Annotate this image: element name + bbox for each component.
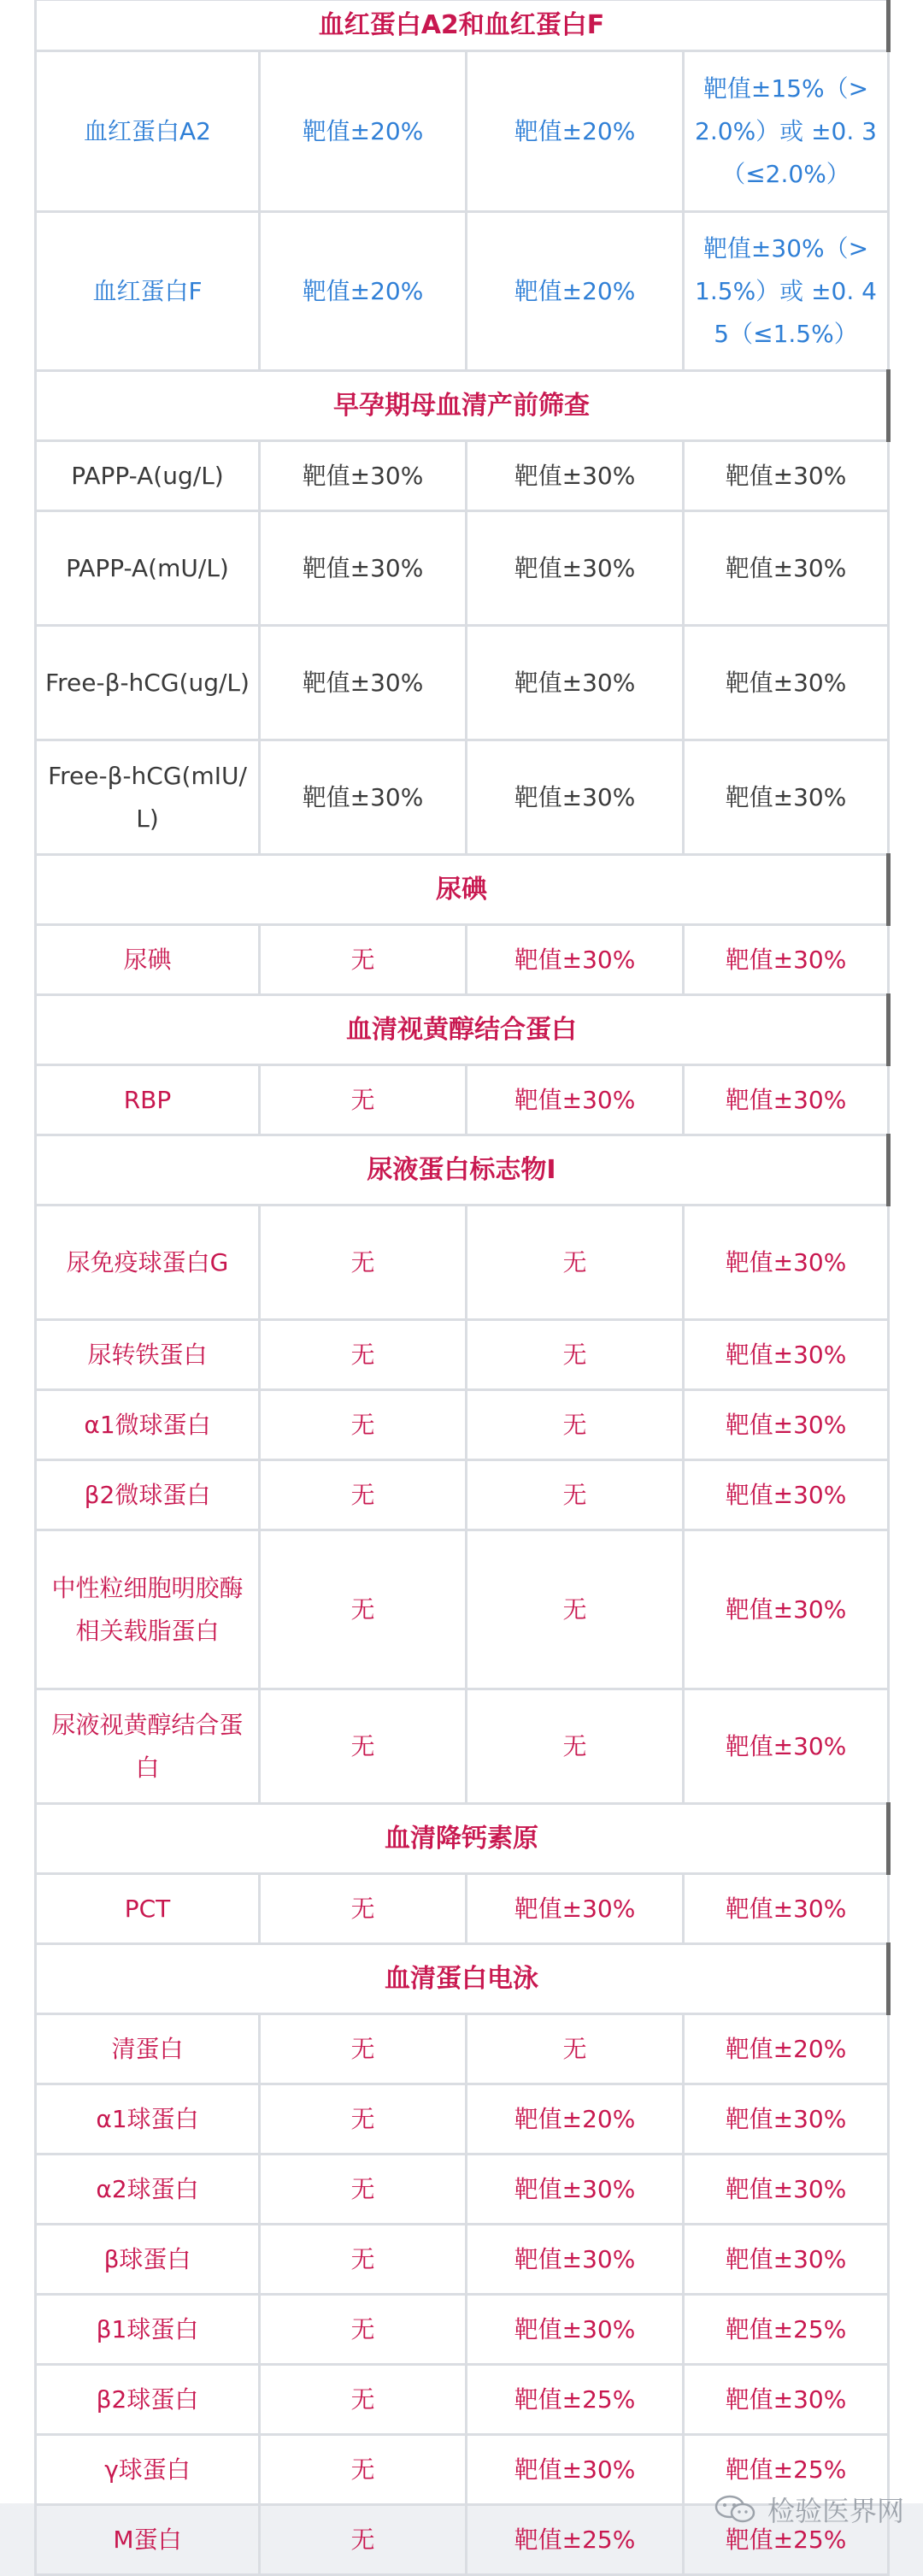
criterion-c-cell: 靶值±30% [684,441,889,511]
item-name-cell: α1微球蛋白 [36,1390,260,1460]
criterion-c-cell: 靶值±30% [684,2084,889,2155]
criterion-a-cell: 无 [260,1530,467,1689]
criterion-b-cell: 靶值±20% [467,212,684,371]
section-title: 血清蛋白电泳 [36,1944,889,2014]
section-header-row [36,1135,889,1205]
criterion-b-cell: 无 [467,1205,684,1320]
criterion-a-cell: 无 [260,925,467,995]
criterion-c-cell: 靶值±20% [684,2014,889,2084]
criterion-c-cell: 靶值±30% [684,1390,889,1460]
table-row [36,2365,889,2435]
table-body [36,0,889,2575]
table-row [36,51,889,212]
item-name-cell: PAPP-A(mU/L) [36,511,260,626]
item-name-cell: α2球蛋白 [36,2155,260,2225]
section-header-row [36,0,889,51]
criterion-c-cell: 靶值±30% [684,626,889,740]
section-title: 血清降钙素原 [36,1804,889,1874]
criterion-b-cell: 无 [467,1320,684,1390]
criterion-c-cell: 靶值±30% [684,1065,889,1135]
criterion-b-cell: 无 [467,1530,684,1689]
criterion-b-cell: 靶值±30% [467,740,684,855]
item-name-cell: Free-β-hCG(ug/L) [36,626,260,740]
table-row [36,212,889,371]
table-row [36,1530,889,1689]
item-name-cell: 清蛋白 [36,2014,260,2084]
criterion-a-cell: 靶值±30% [260,626,467,740]
criterion-b-cell: 靶值±30% [467,925,684,995]
criterion-c-cell: 靶值±30% [684,1320,889,1390]
criterion-c-cell: 靶值±15%（> 2.0%）或 ±0. 3（≤2.0%） [684,51,889,212]
criterion-a-cell: 靶值±20% [260,51,467,212]
item-name-cell: α1球蛋白 [36,2084,260,2155]
table-row [36,925,889,995]
criterion-a-cell: 无 [260,1689,467,1804]
criterion-c-cell: 靶值±30%（> 1.5%）或 ±0. 45（≤1.5%） [684,212,889,371]
table-row [36,2225,889,2295]
table-row [36,441,889,511]
criterion-a-cell: 靶值±20% [260,212,467,371]
section-header-row [36,371,889,441]
criterion-c-cell: 靶值±30% [684,2365,889,2435]
table-row [36,1390,889,1460]
item-name-cell: 尿免疫球蛋白G [36,1205,260,1320]
section-title: 血红蛋白A2和血红蛋白F [36,0,889,51]
criterion-c-cell: 靶值±25% [684,2505,889,2575]
criterion-b-cell: 靶值±30% [467,1065,684,1135]
criterion-a-cell: 无 [260,2014,467,2084]
table-row [36,2014,889,2084]
criterion-a-cell: 无 [260,2365,467,2435]
criterion-a-cell: 靶值±30% [260,511,467,626]
criterion-b-cell: 靶值±30% [467,2155,684,2225]
criterion-a-cell: 无 [260,1874,467,1944]
criterion-b-cell: 靶值±30% [467,511,684,626]
criterion-a-cell: 无 [260,1460,467,1530]
criterion-c-cell: 靶值±30% [684,511,889,626]
criterion-a-cell: 无 [260,2295,467,2365]
watermark [714,2490,904,2529]
item-name-cell: 血红蛋白A2 [36,51,260,212]
criterion-b-cell: 无 [467,1390,684,1460]
item-name-cell: 尿液视黄醇结合蛋白 [36,1689,260,1804]
criterion-b-cell: 靶值±30% [467,2225,684,2295]
criterion-c-cell: 靶值±25% [684,2435,889,2505]
criterion-c-cell: 靶值±30% [684,925,889,995]
item-name-cell: β2球蛋白 [36,2365,260,2435]
item-name-cell: β1球蛋白 [36,2295,260,2365]
table-row [36,1065,889,1135]
item-name-cell: β2微球蛋白 [36,1460,260,1530]
table-row [36,740,889,855]
criterion-b-cell: 靶值±30% [467,2295,684,2365]
section-header-row [36,1804,889,1874]
criterion-a-cell: 无 [260,1065,467,1135]
item-name-cell: RBP [36,1065,260,1135]
item-name-cell: 中性粒细胞明胶酶相关载脂蛋白 [36,1530,260,1689]
table-row [36,1874,889,1944]
item-name-cell: PAPP-A(ug/L) [36,441,260,511]
criterion-a-cell: 无 [260,2155,467,2225]
criterion-c-cell: 靶值±30% [684,1460,889,1530]
section-header-row [36,855,889,925]
item-name-cell: 尿转铁蛋白 [36,1320,260,1390]
criterion-c-cell: 靶值±30% [684,2225,889,2295]
criterion-a-cell: 靶值±30% [260,740,467,855]
criterion-c-cell: 靶值±30% [684,2155,889,2225]
criterion-c-cell: 靶值±30% [684,740,889,855]
criterion-b-cell: 靶值±20% [467,51,684,212]
section-header-row [36,1944,889,2014]
criterion-a-cell: 无 [260,2084,467,2155]
table-row [36,1320,889,1390]
criterion-a-cell: 无 [260,2225,467,2295]
section-title: 尿碘 [36,855,889,925]
criterion-a-cell: 无 [260,2435,467,2505]
item-name-cell: Free-β-hCG(mIU/L) [36,740,260,855]
criterion-b-cell: 靶值±30% [467,626,684,740]
table-row [36,626,889,740]
criterion-c-cell: 靶值±30% [684,1874,889,1944]
criterion-a-cell: 无 [260,1390,467,1460]
criterion-b-cell: 靶值±25% [467,2365,684,2435]
criterion-b-cell: 无 [467,1689,684,1804]
criterion-c-cell: 靶值±30% [684,1530,889,1689]
criterion-b-cell: 靶值±30% [467,441,684,511]
criterion-b-cell: 无 [467,2014,684,2084]
item-name-cell: 尿碘 [36,925,260,995]
table-row [36,1205,889,1320]
criterion-c-cell: 靶值±25% [684,2295,889,2365]
section-header-row [36,995,889,1065]
criterion-b-cell: 靶值±30% [467,2435,684,2505]
item-name-cell: M蛋白 [36,2505,260,2575]
criterion-a-cell: 靶值±30% [260,441,467,511]
criterion-c-cell: 靶值±30% [684,1205,889,1320]
criterion-b-cell: 靶值±30% [467,1874,684,1944]
wechat-icon [714,2494,757,2525]
item-name-cell: PCT [36,1874,260,1944]
table-row [36,2084,889,2155]
watermark-text: 检验医界网 [767,2495,904,2527]
section-title: 血清视黄醇结合蛋白 [36,995,889,1065]
item-name-cell: γ球蛋白 [36,2435,260,2505]
table-row [36,2155,889,2225]
table-row [36,2295,889,2365]
table-row [36,511,889,626]
criterion-a-cell: 无 [260,1205,467,1320]
criterion-a-cell: 无 [260,1320,467,1390]
quality-criteria-table [34,0,891,2576]
criterion-b-cell: 靶值±25% [467,2505,684,2575]
section-title: 早孕期母血清产前筛查 [36,371,889,441]
table-row [36,1460,889,1530]
table-row [36,1689,889,1804]
criterion-b-cell: 靶值±20% [467,2084,684,2155]
criterion-a-cell: 无 [260,2505,467,2575]
criterion-c-cell: 靶值±30% [684,1689,889,1804]
item-name-cell: 血红蛋白F [36,212,260,371]
item-name-cell: β球蛋白 [36,2225,260,2295]
section-title: 尿液蛋白标志物Ⅰ [36,1135,889,1205]
criterion-b-cell: 无 [467,1460,684,1530]
